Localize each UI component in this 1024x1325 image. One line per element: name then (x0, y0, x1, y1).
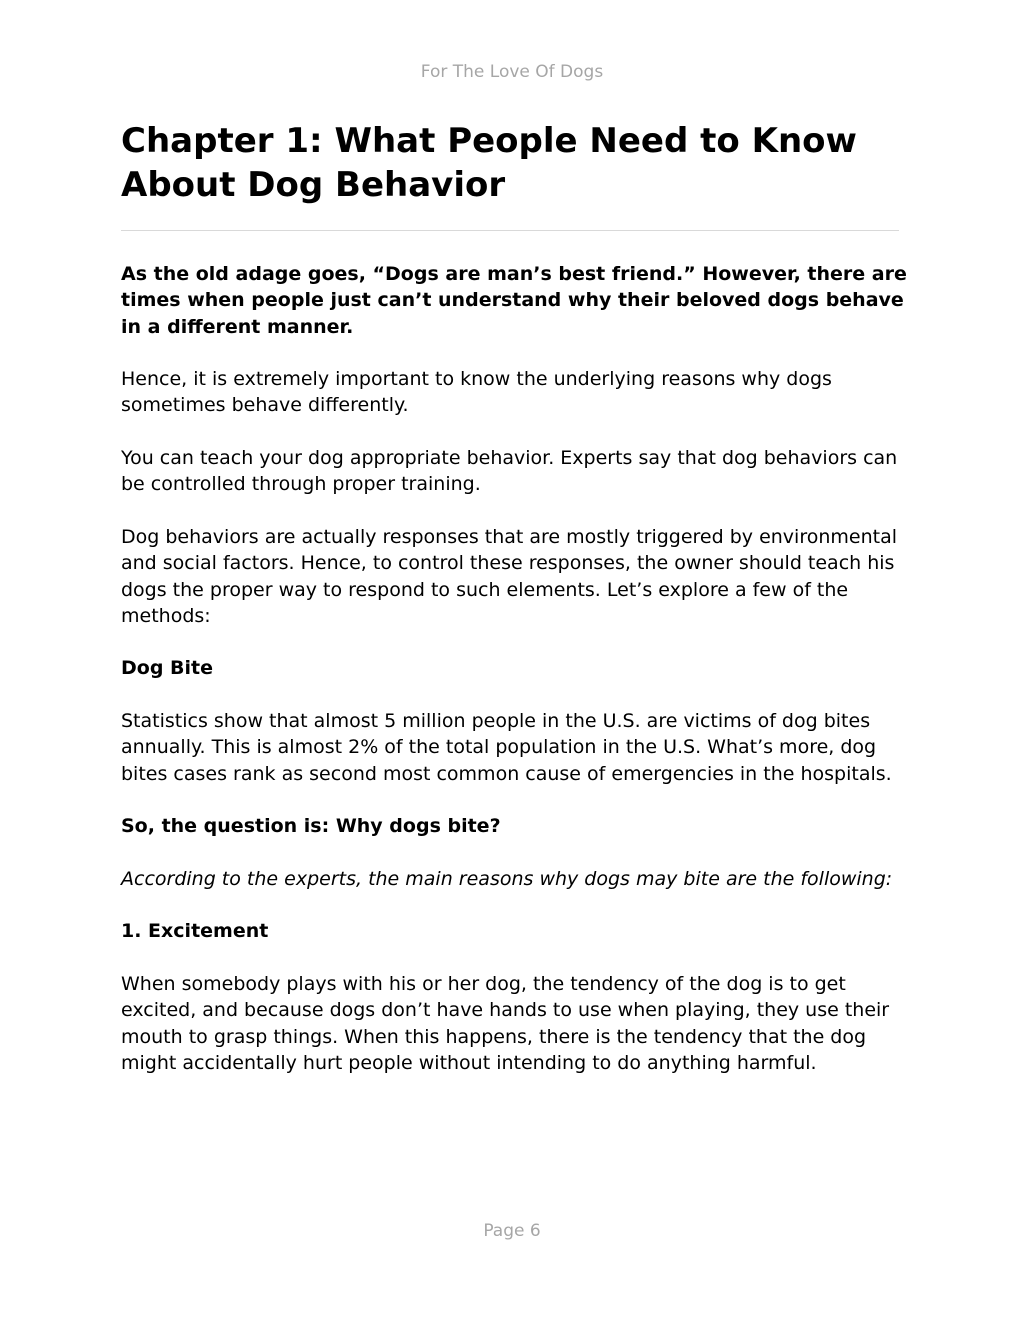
experts-paragraph: According to the experts, the main reasons why dogs may bite are the following: (121, 867, 893, 890)
page-number: Page 6 (483, 1221, 541, 1241)
subheading-excitement: 1. Excitement (121, 920, 269, 943)
paragraph: Statistics show that almost 5 million people in the U.S. are victims of dog bites annually. This is almost 2% of the total population in the U.S. What’s more, dog bites cases rank as second most common cause of emergencies in the hospitals. (121, 710, 892, 785)
section-heading-dog-bite: Dog Bite (121, 657, 214, 680)
running-header: For The Love Of Dogs (420, 62, 604, 82)
paragraph: You can teach your dog appropriate behavior. Experts say that dog behaviors can be controlled through proper training. (121, 447, 898, 496)
question-paragraph: So, the question is: Why dogs bite? (121, 815, 501, 838)
paragraph: When somebody plays with his or her dog, the tendency of the dog is to get excited, and because dogs don’t have hands to use when playing, they use their mouth to grasp things. When this happens, there is the tendency that the dog might accidentally hurt people without intending to do anything harmful. (121, 973, 890, 1074)
chapter-title: Chapter 1: What People Need to Know About Dog Behavior (121, 121, 857, 205)
intro-paragraph: As the old adage goes, “Dogs are man’s best friend.” However, there are times when people just can’t understand why their beloved dogs behave in a different manner. (121, 263, 907, 338)
chapter-content (121, 261, 911, 1103)
title-divider (121, 230, 899, 231)
paragraph: Hence, it is extremely important to know the underlying reasons why dogs sometimes behave differently. (121, 368, 832, 417)
paragraph: Dog behaviors are actually responses that are mostly triggered by environmental and social factors. Hence, to control these responses, the owner should teach his dogs the proper way to respond to such elements. Let’s explore a few of the methods: (121, 525, 897, 627)
